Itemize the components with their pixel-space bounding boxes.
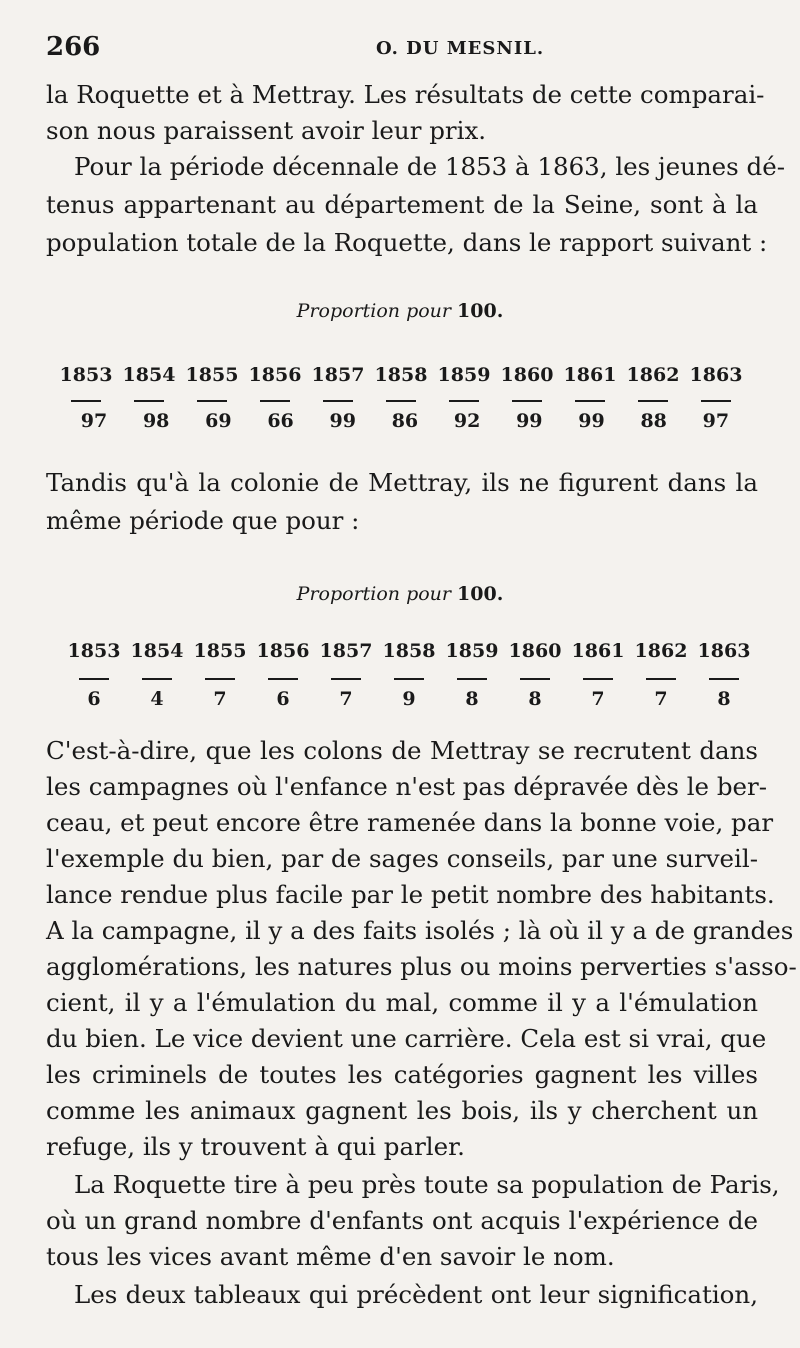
value-cell: 8 [465,688,479,710]
fraction-rule [142,678,172,680]
caption-number: 100. [457,300,504,322]
running-title: O. DU MESNIL. [376,38,545,59]
year-cell: 1857 [311,364,365,386]
text-line: son nous paraissent avoir leur prix. [46,116,487,145]
fraction-rule [205,678,235,680]
fraction-rule [79,678,109,680]
text-line: A la campagne, il y a des faits isolés ; là où il y a de grandes [46,916,794,945]
year-cell: 1853 [59,364,113,386]
year-cell: 1861 [571,640,625,662]
page-number: 266 [46,32,101,62]
year-cell: 1861 [563,364,617,386]
year-cell: 1855 [193,640,247,662]
fraction-rule [520,678,550,680]
text-line: population totale de la Roquette, dans le rapport suivant : [46,228,768,257]
fraction-rule [331,678,361,680]
year-cell: 1854 [122,364,176,386]
year-cell: 1856 [248,364,302,386]
fraction-rule [134,400,164,402]
text-line: Tandis qu'à la colonie de Mettray, ils ne figurent dans la [46,468,758,497]
fraction-rules [56,400,746,402]
text-line: les campagnes où l'enfance n'est pas dépravée dès le ber- [46,772,768,801]
text-line: La Roquette tire à peu près toute sa population de Paris, [74,1170,780,1199]
text-line: l'exemple du bien, par de sages conseils, par une surveil- [46,844,758,873]
text-line: même période que pour : [46,506,360,535]
text-line: cient, il y a l'émulation du mal, comme il y a l'émulation [46,988,758,1017]
fraction-rule [394,678,424,680]
value-cell: 92 [453,410,481,432]
value-cell: 99 [578,410,605,432]
value-cell: 7 [339,688,353,710]
fraction-rules [64,678,754,680]
year-cell: 1862 [634,640,688,662]
text-line: ceau, et peut encore être ramenée dans la bonne voie, par [46,808,774,837]
text-line: Les deux tableaux qui précèdent ont leur signification, [74,1280,758,1309]
fraction-rule [575,400,605,402]
text-line: agglomérations, les natures plus ou moins perverties s'asso- [46,952,797,981]
fraction-rule [457,678,487,680]
value-cell: 9 [402,688,416,710]
year-cell: 1859 [437,364,491,386]
year-cell: 1854 [130,640,184,662]
fraction-rule [701,400,731,402]
caption-number: 100. [457,583,504,605]
page-header [46,32,756,64]
value-cell: 99 [329,410,356,432]
fraction-rule [449,400,479,402]
year-cell: 1858 [382,640,436,662]
text-line: la Roquette et à Mettray. Les résultats de cette comparai- [46,80,765,109]
value-cell: 6 [87,688,101,710]
fraction-rule [646,678,676,680]
text-line: refuge, ils y trouvent à qui parler. [46,1132,465,1161]
fraction-rule [71,400,101,402]
value-cell: 97 [80,410,108,432]
text-line: comme les animaux gagnent les bois, ils y cherchent un [46,1096,758,1125]
value-cell: 86 [391,410,419,432]
text-line: tenus appartenant au département de la Seine, sont à la [46,190,758,219]
value-cell: 7 [213,688,227,710]
value-cell: 97 [702,410,730,432]
fraction-rule [512,400,542,402]
fraction-rule [638,400,668,402]
value-cell: 6 [276,688,290,710]
value-cell: 8 [528,688,542,710]
value-cell: 8 [717,688,731,710]
year-cell: 1855 [185,364,239,386]
year-cell: 1857 [319,640,373,662]
value-cell: 66 [267,410,294,432]
years-row [56,364,746,386]
year-cell: 1863 [697,640,751,662]
values-row [64,688,754,710]
year-cell: 1858 [374,364,428,386]
value-cell: 88 [640,410,667,432]
year-cell: 1856 [256,640,310,662]
caption-text: Proportion pour [296,300,451,322]
value-cell: 98 [142,410,170,432]
table-caption [0,300,800,322]
year-cell: 1859 [445,640,499,662]
year-cell: 1860 [508,640,562,662]
text-line: C'est-à-dire, que les colons de Mettray se recrutent dans [46,736,758,765]
fraction-rule [323,400,353,402]
year-cell: 1863 [689,364,743,386]
value-cell: 69 [205,410,232,432]
year-cell: 1862 [626,364,680,386]
values-row [64,410,746,432]
text-line: les criminels de toutes les catégories gagnent les villes [46,1060,758,1089]
text-line: Pour la période décennale de 1853 à 1863, les jeunes dé- [74,152,785,181]
fraction-rule [260,400,290,402]
value-cell: 7 [654,688,668,710]
fraction-rule [709,678,739,680]
year-cell: 1860 [500,364,554,386]
years-row [64,640,754,662]
text-line: tous les vices avant même d'en savoir le nom. [46,1242,615,1271]
fraction-rule [583,678,613,680]
text-line: où un grand nombre d'enfants ont acquis l'expérience de [46,1206,758,1235]
value-cell: 4 [150,688,164,710]
year-cell: 1853 [67,640,121,662]
text-line: du bien. Le vice devient une carrière. Cela est si vrai, que [46,1024,767,1053]
fraction-rule [268,678,298,680]
value-cell: 7 [591,688,605,710]
value-cell: 99 [516,410,543,432]
fraction-rule [386,400,416,402]
text-line: lance rendue plus facile par le petit nombre des habitants. [46,880,775,909]
table-caption [0,583,800,605]
fraction-rule [197,400,227,402]
caption-text: Proportion pour [296,583,451,605]
